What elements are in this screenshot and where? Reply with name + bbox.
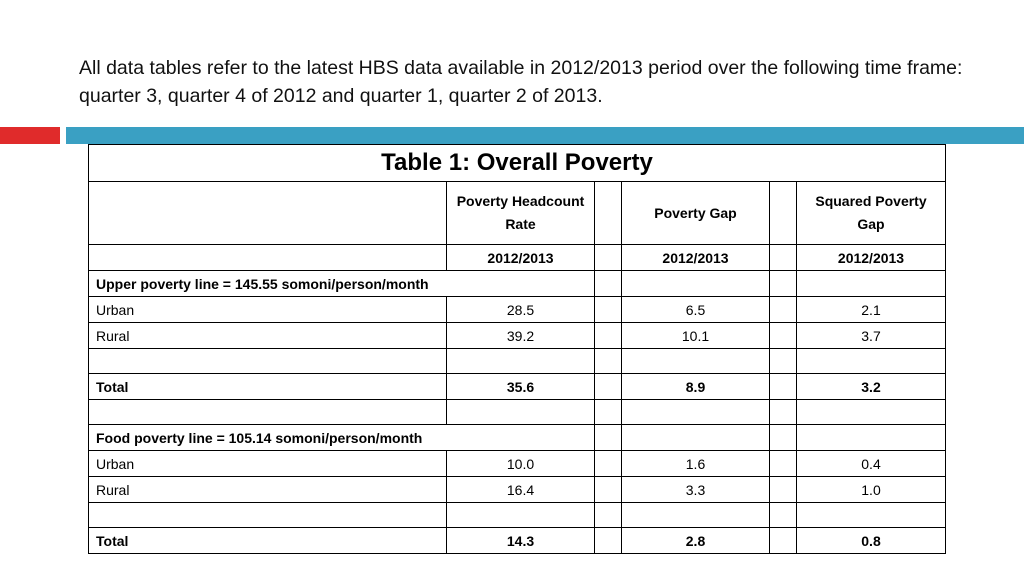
spacer-cell xyxy=(770,528,797,554)
total-label: Total xyxy=(89,374,447,400)
row-label: Rural xyxy=(89,477,447,503)
table-row xyxy=(89,297,946,323)
row-label: Rural xyxy=(89,323,447,349)
gap-value: 6.5 xyxy=(622,297,770,323)
year-label: 2012/2013 xyxy=(797,245,946,271)
empty-cell xyxy=(797,425,946,451)
squared-gap-value: 2.1 xyxy=(797,297,946,323)
empty-cell xyxy=(797,271,946,297)
squared-gap-value: 0.4 xyxy=(797,451,946,477)
header-poverty-gap: Poverty Gap xyxy=(622,182,770,245)
spacer-cell xyxy=(770,323,797,349)
empty-row xyxy=(89,400,946,425)
spacer-cell xyxy=(595,297,622,323)
spacer-cell xyxy=(595,451,622,477)
blue-divider-bar xyxy=(66,127,1024,144)
spacer-cell xyxy=(595,245,622,271)
spacer-cell xyxy=(770,245,797,271)
spacer-cell xyxy=(595,425,622,451)
spacer-cell xyxy=(770,451,797,477)
header-headcount-rate: Poverty Headcount Rate xyxy=(447,182,595,245)
gap-total: 2.8 xyxy=(622,528,770,554)
gap-total: 8.9 xyxy=(622,374,770,400)
spacer-cell xyxy=(595,528,622,554)
gap-value: 3.3 xyxy=(622,477,770,503)
year-blank-cell xyxy=(89,245,447,271)
section-label-food: Food poverty line = 105.14 somoni/person/month xyxy=(89,425,595,451)
squared-gap-value: 3.7 xyxy=(797,323,946,349)
spacer-cell xyxy=(770,297,797,323)
spacer-cell xyxy=(595,182,622,245)
empty-row xyxy=(89,503,946,528)
header-blank-cell xyxy=(89,182,447,245)
spacer-cell xyxy=(595,323,622,349)
year-label: 2012/2013 xyxy=(622,245,770,271)
headcount-total: 35.6 xyxy=(447,374,595,400)
total-label: Total xyxy=(89,528,447,554)
red-accent-bar xyxy=(0,127,60,144)
total-row xyxy=(89,528,946,554)
empty-cell xyxy=(622,425,770,451)
headcount-value: 39.2 xyxy=(447,323,595,349)
headcount-value: 16.4 xyxy=(447,477,595,503)
header-squared-poverty-gap: Squared Poverty Gap xyxy=(797,182,946,245)
section-label-upper: Upper poverty line = 145.55 somoni/person/month xyxy=(89,271,595,297)
spacer-cell xyxy=(770,374,797,400)
headcount-value: 28.5 xyxy=(447,297,595,323)
spacer-cell xyxy=(595,271,622,297)
spacer-cell xyxy=(770,182,797,245)
poverty-table-container xyxy=(88,144,945,554)
row-label: Urban xyxy=(89,451,447,477)
table-row xyxy=(89,477,946,503)
intro-paragraph: All data tables refer to the latest HBS data available in 2012/2013 period over the following time frame: quarter 3, quarter 4 of 2012 and quarter 1, quarter 2 of 2013. xyxy=(79,57,963,107)
year-label: 2012/2013 xyxy=(447,245,595,271)
spacer-cell xyxy=(770,425,797,451)
squared-gap-total: 3.2 xyxy=(797,374,946,400)
spacer-cell xyxy=(770,271,797,297)
headcount-total: 14.3 xyxy=(447,528,595,554)
empty-row xyxy=(89,349,946,374)
total-row xyxy=(89,374,946,400)
gap-value: 1.6 xyxy=(622,451,770,477)
table-row xyxy=(89,323,946,349)
table-title: Table 1: Overall Poverty xyxy=(89,145,946,182)
row-label: Urban xyxy=(89,297,447,323)
spacer-cell xyxy=(770,477,797,503)
headcount-value: 10.0 xyxy=(447,451,595,477)
empty-cell xyxy=(622,271,770,297)
gap-value: 10.1 xyxy=(622,323,770,349)
poverty-table xyxy=(88,144,946,554)
squared-gap-total: 0.8 xyxy=(797,528,946,554)
spacer-cell xyxy=(595,477,622,503)
spacer-cell xyxy=(595,374,622,400)
table-row xyxy=(89,451,946,477)
squared-gap-value: 1.0 xyxy=(797,477,946,503)
